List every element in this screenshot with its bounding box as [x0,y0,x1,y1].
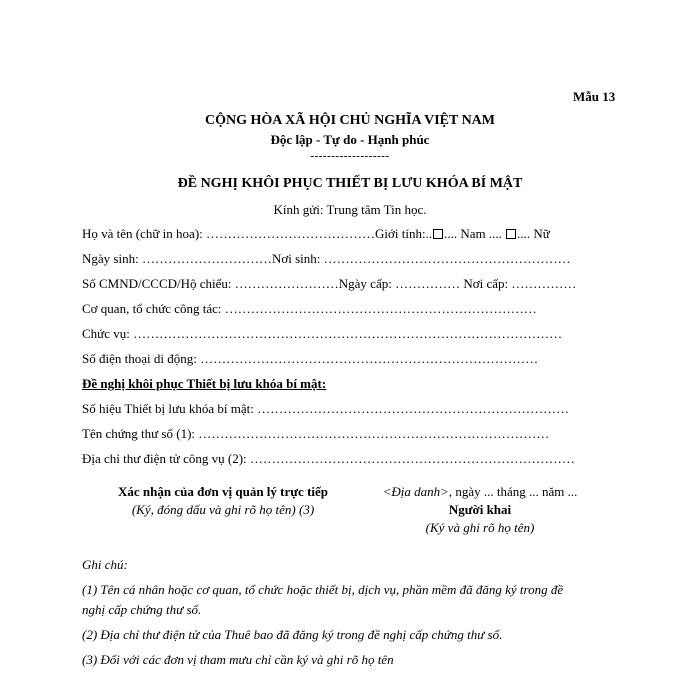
notes-heading: Ghi chú: [82,557,128,572]
signature-left-sub: (Ký, đóng dấu và ghi rõ họ tên) (3) [131,502,315,517]
field-id: Số CMND/CCCD/Hộ chiếu: ……………………Ngày cấp: …………… Nơi cấp: …………… [82,276,577,291]
field-org: Cơ quan, tổ chức công tác: ……………………………………………………………… [82,301,537,316]
field-email: Địa chỉ thư điện tử công vụ (2): ………………………………………………………………… [82,451,575,466]
recipient: Kính gửi: Trung tâm Tin học. [273,202,427,217]
note-1-line-2: nghị cấp chứng thư số. [82,602,202,617]
note-3: (3) Đối với các đơn vị tham mưu chỉ cần ký và ghi rõ họ tên [82,652,394,667]
request-heading: Đề nghị khôi phục Thiết bị lưu khóa bí mật: [82,376,327,391]
gender-male-checkbox[interactable] [433,229,443,239]
form-code: Mẫu 13 [573,89,616,104]
gender-end-text: .... Nữ [517,226,550,241]
signature-left-title: Xác nhận của đơn vị quản lý trực tiếp [117,484,329,499]
field-position: Chức vụ: ……………………………………………………………………………………… [82,326,563,341]
note-1-line-1: (1) Tên cá nhân hoặc cơ quan, tổ chức hoặc thiết bị, dịch vụ, phần mềm đã đăng ký trong đề [82,582,564,597]
field-cert-name: Tên chứng thư số (1): ……………………………………………………………………… [82,426,550,441]
field-name-gender [82,226,550,242]
motto: Độc lập - Tự do - Hạnh phúc [270,132,430,147]
note-2: (2) Địa chỉ thư điện tử của Thuê bao đã đăng ký trong đề nghị cấp chứng thư số. [82,627,503,642]
field-birth: Ngày sinh: …………………………Nơi sinh: ………………………………………………… [82,251,571,266]
signature-right-sub: (Ký và ghi rõ họ tên) [425,520,535,535]
field-serial: Số hiệu Thiết bị lưu khóa bí mật: ……………………………………………………………… [82,401,570,416]
header-divider: ------------------- [310,150,390,162]
gender-female-checkbox[interactable] [506,229,516,239]
signature-right [360,483,600,537]
nation-header: CỘNG HÒA XÃ HỘI CHỦ NGHĨA VIỆT NAM [204,113,495,128]
field-name-label: Họ và tên (chữ in hoa): …………………………………Giới tính:.. [82,226,433,241]
signature-right-title: Người khai [448,502,512,517]
signature-date-line [360,483,600,501]
form-title: ĐỀ NGHỊ KHÔI PHỤC THIẾT BỊ LƯU KHÓA BÍ MẬT [177,176,523,191]
signature-left [88,483,358,519]
field-phone: Số điện thoại di động: …………………………………………………………………… [82,351,539,366]
gender-mid-text: .... Nam .... [444,226,506,241]
signature-place: <Địa danh> [382,484,449,499]
signature-date: , ngày ... tháng ... năm ... [448,484,578,499]
